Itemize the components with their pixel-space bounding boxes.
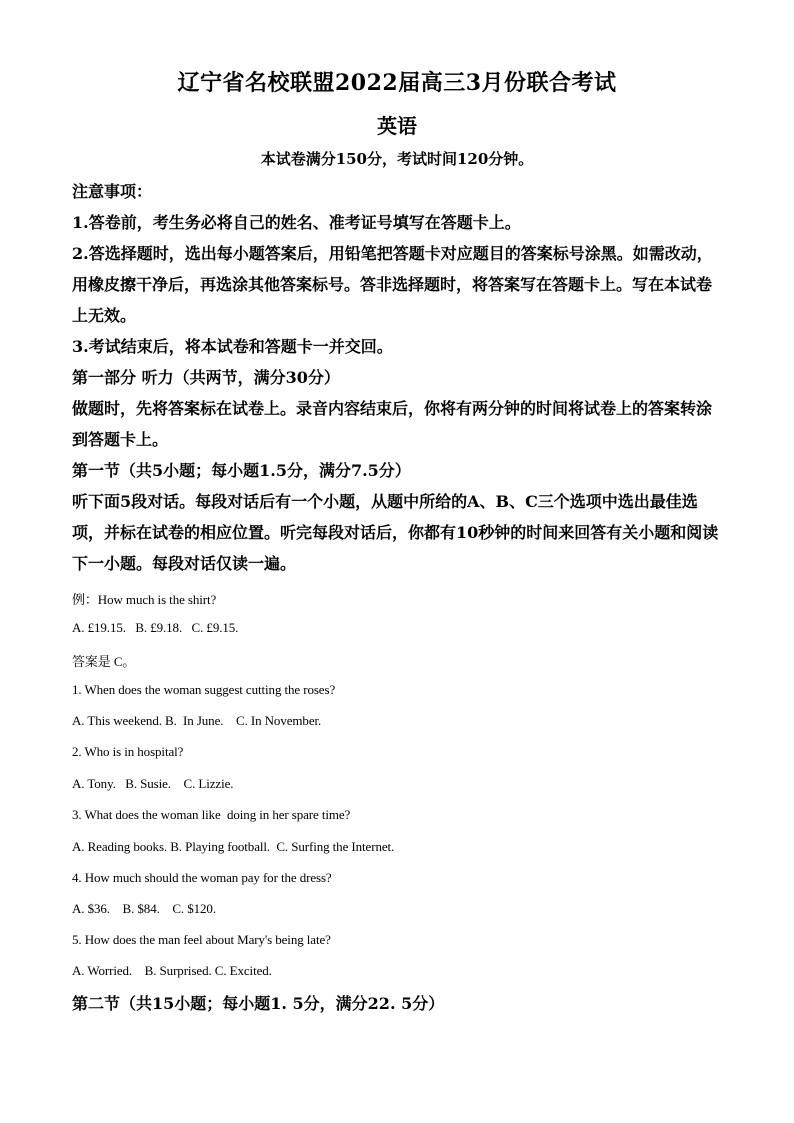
question-1: 1. When does the woman suggest cutting the roses? <box>72 682 336 697</box>
example-question: 例：How much is the shirt? <box>72 592 217 607</box>
question-3-options: A. Reading books. B. Playing football. C. Surfing the Internet. <box>72 839 395 854</box>
subject-title: 英语 <box>377 114 417 138</box>
section2-heading: 第二节（共15小题；每小题1. 5分，满分22. 5分） <box>72 994 445 1013</box>
question-5: 5. How does the man feel about Mary's being late? <box>72 932 331 947</box>
section1-intro: 听下面5段对话。每段对话后有一个小题，从题中所给的A、B、C三个选项中选出最佳选项，并标在试卷的相应位置。听完每段对话后，你都有10秒钟的时间来回答有关小题和阅读下一小题。每段对话仅读一遍。 <box>72 492 719 573</box>
question-2: 2. Who is in hospital? <box>72 744 184 759</box>
notes-heading: 注意事项： <box>72 182 153 201</box>
question-1-options: A. This weekend. B. In June. C. In November. <box>72 713 322 728</box>
question-2-options: A. Tony. B. Susie. C. Lizzie. <box>72 776 234 791</box>
question-4: 4. How much should the woman pay for the dress? <box>72 870 332 885</box>
exam-info: 本试卷满分150分，考试时间120分钟。 <box>260 150 534 168</box>
question-4-options: A. $36. B. $84. C. $120. <box>72 901 216 916</box>
note-item-2: 2.答选择题时，选出每小题答案后，用铅笔把答题卡对应题目的答案标号涂黑。如需改动，用橡皮擦干净后，再选涂其他答案标号。答非选择题时，将答案写在答题卡上。写在本试卷上无效。 <box>72 244 713 325</box>
section1-heading: 第一节（共5小题；每小题1.5分，满分7.5分） <box>72 461 411 480</box>
exam-title: 辽宁省名校联盟2022届高三3月份联合考试 <box>177 70 617 96</box>
part1-intro: 做题时，先将答案标在试卷上。录音内容结束后，你将有两分钟的时间将试卷上的答案转涂到答题卡上。 <box>72 399 713 449</box>
part1-heading: 第一部分 听力（共两节，满分30分） <box>72 368 340 387</box>
note-item-1: 1.答卷前，考生务必将自己的姓名、准考证号填写在答题卡上。 <box>72 213 521 232</box>
note-item-3: 3.考试结束后，将本试卷和答题卡一并交回。 <box>72 337 393 356</box>
question-5-options: A. Worried. B. Surprised. C. Excited. <box>72 963 272 978</box>
question-3: 3. What does the woman like doing in her spare time? <box>72 807 351 822</box>
example-options: A. £19.15. B. £9.18. C. £9.15. <box>72 620 239 635</box>
example-answer: 答案是 C。 <box>72 654 136 669</box>
